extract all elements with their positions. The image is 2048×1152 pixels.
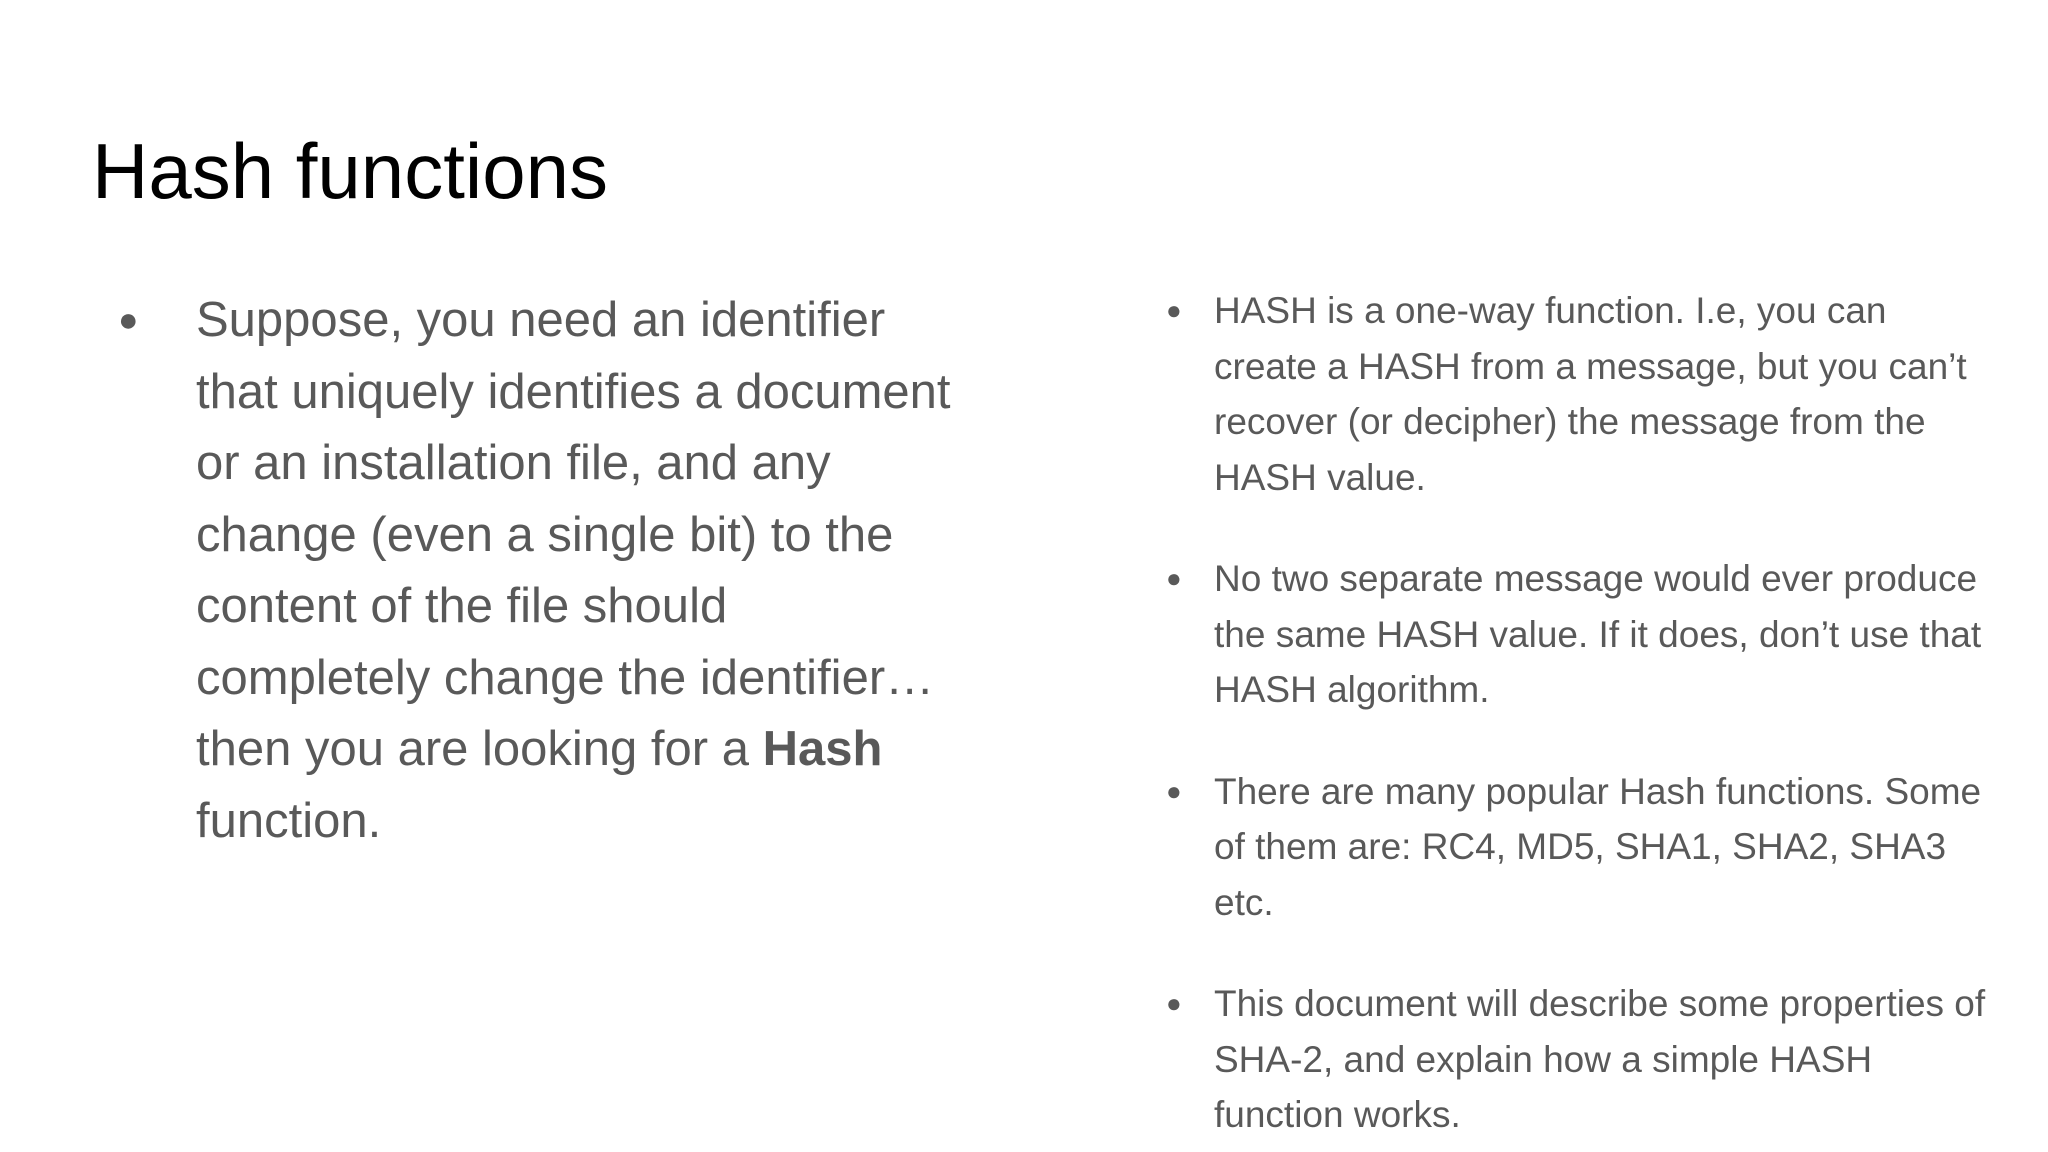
left-bullet-list [118, 285, 958, 857]
right-bullet-text: No two separate message would ever produce the same HASH value. If it does, don’t use that HASH algorithm. [1214, 558, 1982, 710]
bullet-dot-icon: ● [1166, 295, 1182, 325]
slide-title: Hash functions [92, 127, 608, 215]
bullet-dot-icon: ● [118, 301, 139, 339]
right-bullet-item-2 [1166, 551, 1986, 718]
right-bullet-item-3 [1166, 764, 1986, 931]
right-bullet-item-1 [1166, 283, 1986, 505]
bullet-dot-icon: ● [1166, 775, 1182, 806]
right-bullet-text: HASH is a one-way function. I.e, you can create a HASH from a message, but you can’t recover (or decipher) the message from the HASH value. [1214, 290, 1967, 498]
bullet-dot-icon: ● [1166, 563, 1182, 593]
right-bullet-item-4 [1166, 976, 1986, 1143]
left-bullet-item [118, 285, 958, 857]
left-bullet-bold-term: Hash [762, 722, 883, 776]
right-bullet-text: This document will describe some properties of SHA-2, and explain how a simple HASH function works. [1214, 983, 1986, 1135]
right-bullet-text: There are many popular Hash functions. Some of them are: RC4, MD5, SHA1, SHA2, SHA3 etc. [1214, 770, 1982, 923]
left-bullet-text-after: function. [196, 793, 382, 848]
bullet-dot-icon: ● [1166, 988, 1182, 1018]
left-bullet-text-before: Suppose, you need an identifier that uniquely identifies a document or an installation file, and any change (even a single bit) to the content of the file should completely change the identifier… then you are looking for a [196, 293, 951, 776]
right-bullet-list [1166, 283, 1986, 1143]
